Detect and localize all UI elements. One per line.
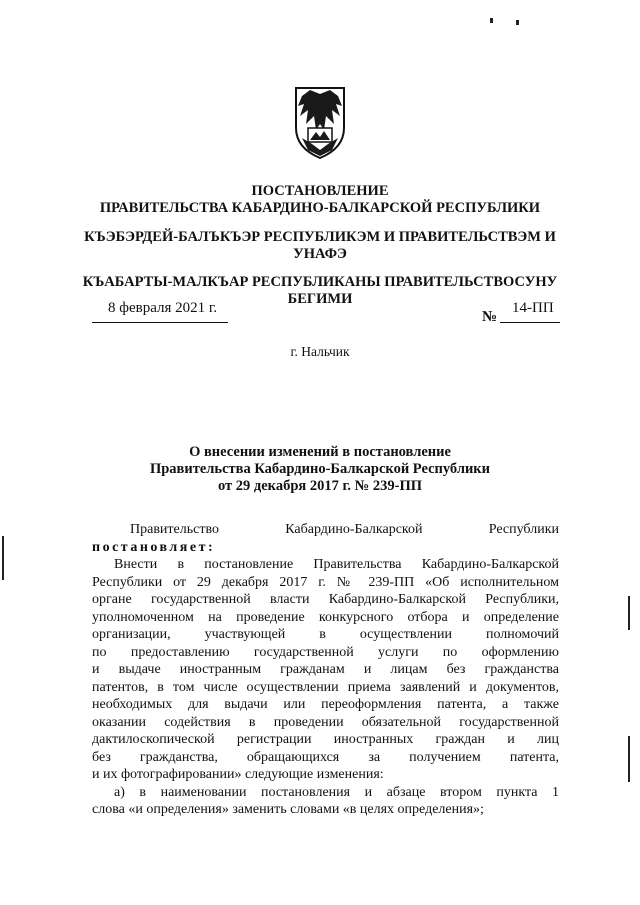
- scan-mark: [628, 596, 630, 630]
- paragraph-line: органе государственной власти Кабардино-Балкарской Республики,: [92, 592, 559, 607]
- city-label: г. Нальчик: [290, 344, 350, 359]
- paragraph-line: оказании содействия в проведении обязательной государственной: [92, 714, 559, 730]
- document-body: [92, 521, 559, 819]
- paragraph-line: по предоставлению государственной услуги по оформлению: [92, 644, 559, 660]
- intro-line: [92, 521, 559, 539]
- decree-word: постановляет:: [92, 539, 216, 555]
- title-line: от 29 декабря 2017 г. № 239-ПП: [217, 478, 423, 494]
- paragraph-line: патентов, в том числе осуществлении приема заявлений и документов,: [92, 679, 559, 695]
- kabardian-heading-line1: КЪЭБЭРДЕЙ-БАЛЪКЪЭР РЕСПУБЛИКЭМ И ПРАВИТЕЛЬСТВЭМ И: [84, 229, 556, 245]
- scan-mark: [2, 536, 4, 580]
- item-a-line: слова «и определения» заменить словами «в целях определения»;: [92, 802, 484, 817]
- intro-word: Республики: [488, 522, 559, 537]
- paragraph-line: уполномоченном на проведение конкурсного отбора и определение: [92, 609, 559, 625]
- title-line: О внесении изменений в постановление: [189, 444, 451, 460]
- balkar-heading-line1: КЪАБАРТЫ-МАЛКЪАР РЕСПУБЛИКАНЫ ПРАВИТЕЛЬСТВОСУНУ: [82, 274, 558, 290]
- scan-speck: [490, 18, 493, 23]
- scan-mark: [628, 736, 630, 782]
- number-sign: №: [482, 309, 498, 325]
- date-underline: [92, 322, 228, 323]
- document-title: [80, 444, 560, 495]
- paragraph-line: и выдаче иностранным гражданам и лицам без гражданства: [92, 662, 559, 677]
- scan-speck: [516, 20, 519, 25]
- intro-word: Правительство: [130, 522, 219, 537]
- document-number: 14-ПП: [512, 300, 554, 316]
- paragraph-1: [92, 556, 559, 784]
- government-name: ПРАВИТЕЛЬСТВА КАБАРДИНО-БАЛКАРСКОЙ РЕСПУБЛИКИ: [99, 200, 541, 216]
- paragraph-line: Республики от 29 декабря 2017 г. № 239-ПП «Об исполнительном: [92, 574, 559, 590]
- kabardian-heading-line2: УНАФЭ: [293, 246, 347, 262]
- balkar-heading-line2: БЕГИМИ: [287, 291, 353, 307]
- paragraph-line: Внести в постановление Правительства Кабардино-Балкарской: [114, 557, 559, 572]
- number-underline: [500, 322, 560, 323]
- title-line: Правительства Кабардино-Балкарской Республики: [149, 461, 491, 477]
- doc-type-heading: ПОСТАНОВЛЕНИЕ: [251, 183, 389, 199]
- document-date: 8 февраля 2021 г.: [108, 300, 218, 316]
- coat-of-arms-icon: [292, 84, 348, 160]
- paragraph-line: дактилоскопической регистрации иностранных граждан и лиц: [92, 732, 559, 747]
- intro-word: Кабардино-Балкарской: [285, 522, 423, 537]
- paragraph-line: и их фотографировании» следующие изменения:: [92, 767, 384, 782]
- paragraph-line: без гражданства, обращающихся за получением патента,: [92, 749, 559, 765]
- paragraph-line: организации, участвующей в осуществлении полномочий: [92, 627, 559, 642]
- item-a-line: а) в наименовании постановления и абзаце втором пункта 1: [114, 784, 559, 800]
- paragraph-line: необходимых для выдачи или переоформления патента, а также: [92, 697, 559, 712]
